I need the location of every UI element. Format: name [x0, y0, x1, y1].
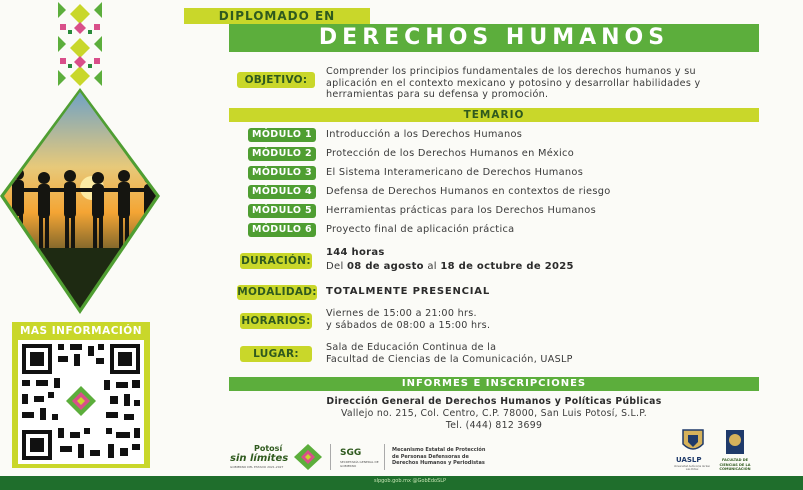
module-6-text: Proyecto final de aplicación práctica	[326, 224, 515, 235]
sgg-sub: SECRETARÍA GENERAL DE GOBIERNO	[340, 460, 379, 468]
module-5-label: MÓDULO 5	[248, 204, 316, 218]
uaslp-shield-icon	[678, 426, 708, 456]
objetivo-label: OBJETIVO:	[237, 72, 315, 88]
divider	[330, 444, 331, 470]
fcc-logo-icon	[724, 428, 746, 456]
module-2-label: MÓDULO 2	[248, 147, 316, 161]
duracion-hours: 144 horas	[326, 247, 385, 258]
duracion-start: 08 de agosto	[347, 260, 424, 272]
module-5-text: Herramientas prácticas para los Derechos Humanos	[326, 205, 597, 216]
decorative-pattern	[54, 0, 106, 88]
temario-title: TEMARIO	[229, 108, 759, 122]
objetivo-line: aplicación en el contexto mexicano y potosino y desarrollar habilidades y	[326, 77, 701, 89]
horarios-text	[326, 308, 746, 331]
more-info-box	[12, 322, 150, 468]
informes-title: INFORMES E INSCRIPCIONES	[229, 377, 759, 391]
mecanismo-line: de Personas Defensoras de	[392, 453, 469, 460]
module-2-text: Protección de los Derechos Humanos en México	[326, 148, 575, 159]
sgg-text: SGG	[340, 448, 362, 458]
horarios-line: y sábados de 08:00 a 15:00 hrs.	[326, 319, 491, 331]
more-info-title: MAS INFORMACIÓN	[19, 325, 143, 337]
sgg-logo	[336, 444, 382, 470]
mecanismo-line: Mecanismo Estatal de Protección	[392, 447, 486, 453]
divider	[384, 444, 385, 470]
duracion-end: 18 de octubre de 2025	[440, 260, 574, 272]
informes-phone[interactable]: Tel. (444) 812 3699	[445, 420, 543, 431]
kicker-label: DIPLOMADO EN	[184, 8, 370, 24]
modalidad-label: MODALIDAD:	[237, 286, 317, 298]
uaslp-sub: Universidad Autónoma de San Luis Potosí	[673, 465, 711, 471]
lugar-text	[326, 342, 746, 365]
horarios-line: Viernes de 15:00 a 21:00 hrs.	[326, 308, 477, 319]
footer-social: slpgob.gob.mx @GobEdoSLP	[373, 478, 447, 484]
objetivo-line: Comprender los principios fundamentales de los derechos humanos y su	[326, 66, 696, 77]
lugar-label: LUGAR:	[240, 346, 312, 362]
state-emblem-icon	[292, 442, 324, 472]
lugar-line: Sala de Educación Continua de la	[326, 342, 497, 353]
module-6-label: MÓDULO 6	[248, 223, 316, 237]
logo-sinlimites: sin límites	[230, 453, 289, 464]
logo-potosi: Potosí	[254, 444, 283, 453]
objetivo-line: herramientas para su defensa y promoción.	[326, 89, 549, 100]
module-4-text: Defensa de Derechos Humanos en contextos de riesgo	[326, 186, 611, 197]
qr-code[interactable]	[18, 340, 144, 464]
module-3-text: El Sistema Interamericano de Derechos Humanos	[326, 167, 584, 178]
duracion-label: DURACIÓN:	[241, 255, 311, 267]
horarios-label: HORARIOS:	[241, 315, 311, 327]
informes-org: Dirección General de Derechos Humanos y Políticas Públicas	[326, 396, 662, 407]
potosi-sin-limites-logo	[226, 444, 296, 470]
module-1-label: MÓDULO 1	[248, 128, 316, 142]
duracion-al: al	[427, 260, 437, 272]
people-silhouette-photo	[0, 88, 160, 314]
informes-address: Vallejo no. 215, Col. Centro, C.P. 78000, San Luis Potosí, S.L.P.	[340, 408, 648, 419]
module-4-label: MÓDULO 4	[248, 185, 316, 199]
mecanismo-line: Derechos Humanos y Periodistas	[392, 460, 485, 466]
module-3-label: MÓDULO 3	[248, 166, 316, 180]
lugar-line: Facultad de Ciencias de la Comunicación, UASLP	[326, 353, 573, 365]
objetivo-text	[326, 66, 756, 101]
uaslp-text: UASLP	[676, 456, 702, 464]
duracion-del: Del	[326, 260, 344, 272]
page-title: DERECHOS HUMANOS	[229, 24, 759, 52]
fcc-text: FACULTAD DE CIENCIAS DE LA COMUNICACIÓN	[719, 458, 751, 471]
module-1-text: Introducción a los Derechos Humanos	[326, 129, 523, 140]
duracion-text	[326, 247, 746, 272]
logo-gobierno: GOBIERNO DEL ESTADO 2021-2027	[230, 465, 284, 469]
modalidad-value: TOTALMENTE PRESENCIAL	[326, 286, 490, 297]
mecanismo-logo	[392, 447, 502, 467]
